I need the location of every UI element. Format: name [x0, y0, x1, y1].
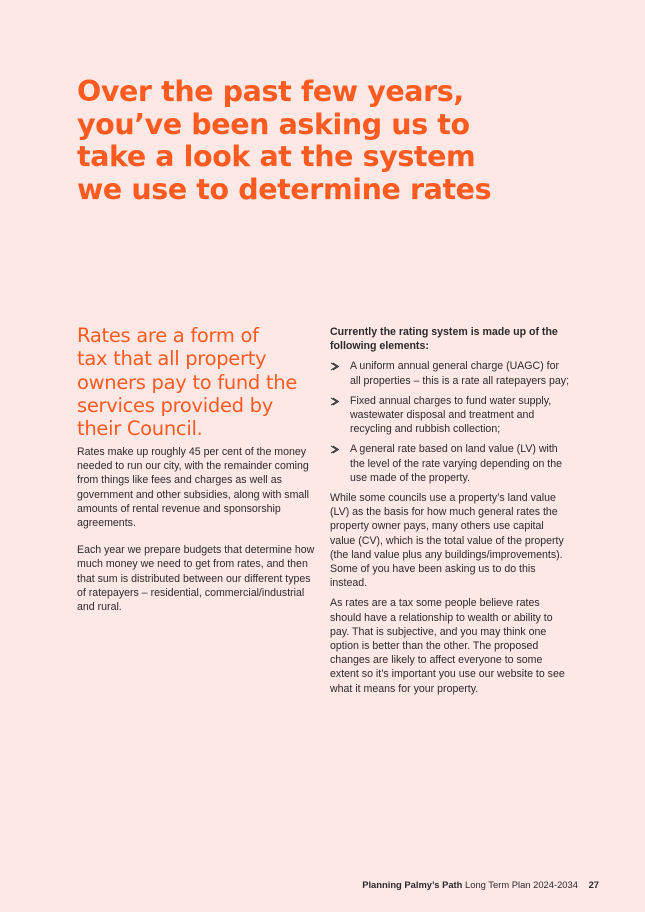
headline-line: we use to determine rates: [77, 172, 492, 206]
page-number: 27: [588, 879, 599, 890]
lead-line: their Council.: [77, 417, 203, 441]
headline-line: Over the past few years,: [77, 75, 464, 108]
list-item: [330, 394, 570, 437]
headline-line: take a look at the system: [77, 140, 476, 173]
body-paragraph: While some councils use a property’s land value (LV) as the basis for how much general rates the property owner pays, many others use capital value (CV), which is the total value of the property (the land value plus any buildings/improvements). Some of you have been asking us to do this instead.: [330, 492, 564, 590]
body-paragraph: Rates make up roughly 45 per cent of the money needed to run our city, with the remainder coming from things like fees and charges as well as government and other subsidies, along with small amounts of rental revenue and sponsorship agreements.: [77, 446, 310, 530]
rating-elements-list: [330, 359, 570, 485]
footer-subtitle: Long Term Plan 2024-2034: [465, 879, 578, 890]
list-item-text: A general rate based on land value (LV) with the level of the rate varying depending on the use made of the property.: [350, 443, 563, 484]
list-item-text: Fixed annual charges to fund water supply, wastewater disposal and treatment and recycling and rubbish collection;: [350, 394, 552, 436]
left-column-body: [77, 445, 317, 627]
body-paragraph: As rates are a tax some people believe rates should have a relationship to wealth or ability to pay. That is subjective, and you may think one option is better than the other. The proposed changes are likely to affect everyone to some extent so it’s important you use our website to see what it means for your property.: [330, 597, 565, 695]
right-column: [330, 325, 570, 702]
lead-line: services provided by: [77, 393, 273, 417]
list-item: [330, 359, 570, 387]
double-chevron-right-icon: [330, 362, 339, 371]
footer-title: Planning Palmy’s Path: [362, 879, 463, 890]
lead-line: owners pay to fund the: [77, 370, 298, 394]
body-paragraph: Each year we prepare budgets that determine how much money we need to get from rates, and then that sum is distributed between our different types of ratepayers – residential, commercial/industrial and rural.: [77, 544, 315, 614]
page-footer: [362, 879, 599, 890]
lead-line: Rates are a form of: [77, 324, 259, 347]
page-headline: [77, 76, 597, 206]
headline-line: you’ve been asking us to: [77, 107, 470, 141]
lead-statement: [77, 324, 327, 440]
double-chevron-right-icon: [330, 397, 339, 406]
double-chevron-right-icon: [330, 445, 339, 454]
list-item: [330, 442, 570, 485]
elements-heading: Currently the rating system is made up of the following elements:: [330, 326, 558, 353]
list-item-text: A uniform annual general charge (UAGC) for all properties – this is a rate all ratepayers pay;: [350, 360, 570, 387]
lead-line: tax that all property: [77, 347, 267, 371]
